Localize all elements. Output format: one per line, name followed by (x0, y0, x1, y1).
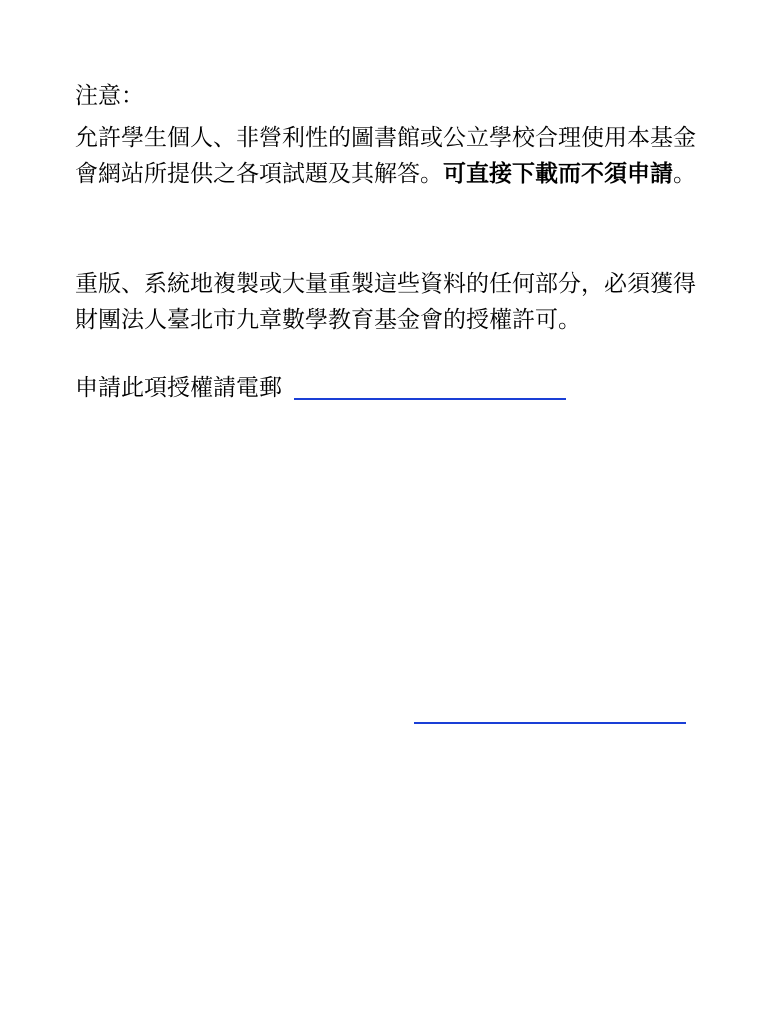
permission-text: 允許學生個人、非營利性的圖書館或公立學校合理使用本基金會網站所提供之各項試題及其解答。 (75, 125, 696, 187)
reproduction-paragraph: 重版、系統地複製或大量重製這些資料的任何部分，必須獲得財團法人臺北市九章數學教育基金會的授權許可。 (75, 271, 696, 333)
email-request-label: 申請此項授權請電郵 (75, 375, 282, 401)
email-request-line (75, 370, 700, 406)
permission-bold-text: 可直接下載而不須申請 (443, 160, 673, 187)
permission-paragraph (75, 120, 700, 192)
notice-heading: 注意： (75, 83, 144, 109)
email-link[interactable] (294, 370, 566, 400)
website-link[interactable] (414, 722, 686, 724)
permission-text-end: 。 (673, 161, 696, 187)
